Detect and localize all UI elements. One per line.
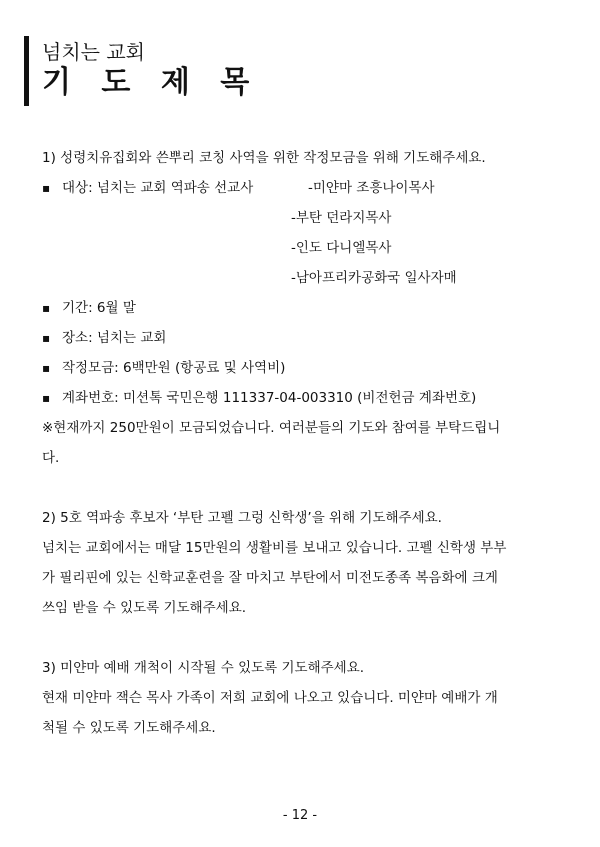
period-row: ▪ 기간: 6월 말 xyxy=(42,293,562,323)
missionary-1: -미얀마 조흥나이목사 xyxy=(308,180,435,196)
church-name: 넘치는 교회 xyxy=(42,40,145,64)
prayer-item-2-body-2: 가 필리핀에 있는 신학교훈련을 잘 마치고 부탄에서 미전도종족 복음화에 크게 xyxy=(42,570,498,586)
prayer-list xyxy=(42,143,562,743)
account-row: ▪ 계좌번호: 미션톡 국민은행 111337-04-003310 (비전헌금 계좌번호) xyxy=(42,383,562,413)
fundraising-note: ※현재까지 250만원이 모금되었습니다. 여러분들의 기도와 참여를 부탁드립니 xyxy=(42,420,501,436)
prayer-item-3-body-2: 척될 수 있도록 기도해주세요. xyxy=(42,720,216,736)
prayer-item-2-body-3: 쓰임 받을 수 있도록 기도해주세요. xyxy=(42,600,247,616)
page-number: - 12 - xyxy=(282,808,318,823)
prayer-item-3-heading: 3) 미얀마 예배 개척이 시작될 수 있도록 기도해주세요. xyxy=(42,660,365,676)
prayer-item-2-heading: 2) 5호 역파송 후보자 ‘부탄 고펠 그렁 신학생’을 위해 기도해주세요. xyxy=(42,510,442,526)
prayer-item-1-heading: 1) 성령치유집회와 쓴뿌리 코칭 사역을 위한 작정모금을 위해 기도해주세요. xyxy=(42,150,486,166)
prayer-item-2-body-1: 넘치는 교회에서는 매달 15만원의 생활비를 보내고 있습니다. 고펠 신학생 부부 xyxy=(42,540,507,556)
missionary-2: -부탄 던라지목사 xyxy=(291,210,392,226)
place-row: ▪ 장소: 넘치는 교회 xyxy=(42,323,562,353)
missionary-4: -남아프리카공화국 일사자매 xyxy=(291,270,457,286)
pledge-row: ▪ 작정모금: 6백만원 (항공료 및 사역비) xyxy=(42,353,562,383)
target-row xyxy=(42,173,562,203)
title-accent-bar xyxy=(24,36,29,106)
missionary-3: -인도 다니엘목사 xyxy=(291,240,392,256)
target-label: 대상: 넘치는 교회 역파송 선교사 xyxy=(62,180,254,196)
page-title: 기 도 제 목 xyxy=(42,65,260,100)
prayer-item-2 xyxy=(42,503,562,623)
prayer-item-3 xyxy=(42,653,562,743)
fundraising-note-cont: 다. xyxy=(42,450,60,466)
prayer-item-3-body-1: 현재 미얀마 잭슨 목사 가족이 저희 교회에 나오고 있습니다. 미얀마 예배가 개 xyxy=(42,690,498,706)
prayer-item-1 xyxy=(42,143,562,473)
